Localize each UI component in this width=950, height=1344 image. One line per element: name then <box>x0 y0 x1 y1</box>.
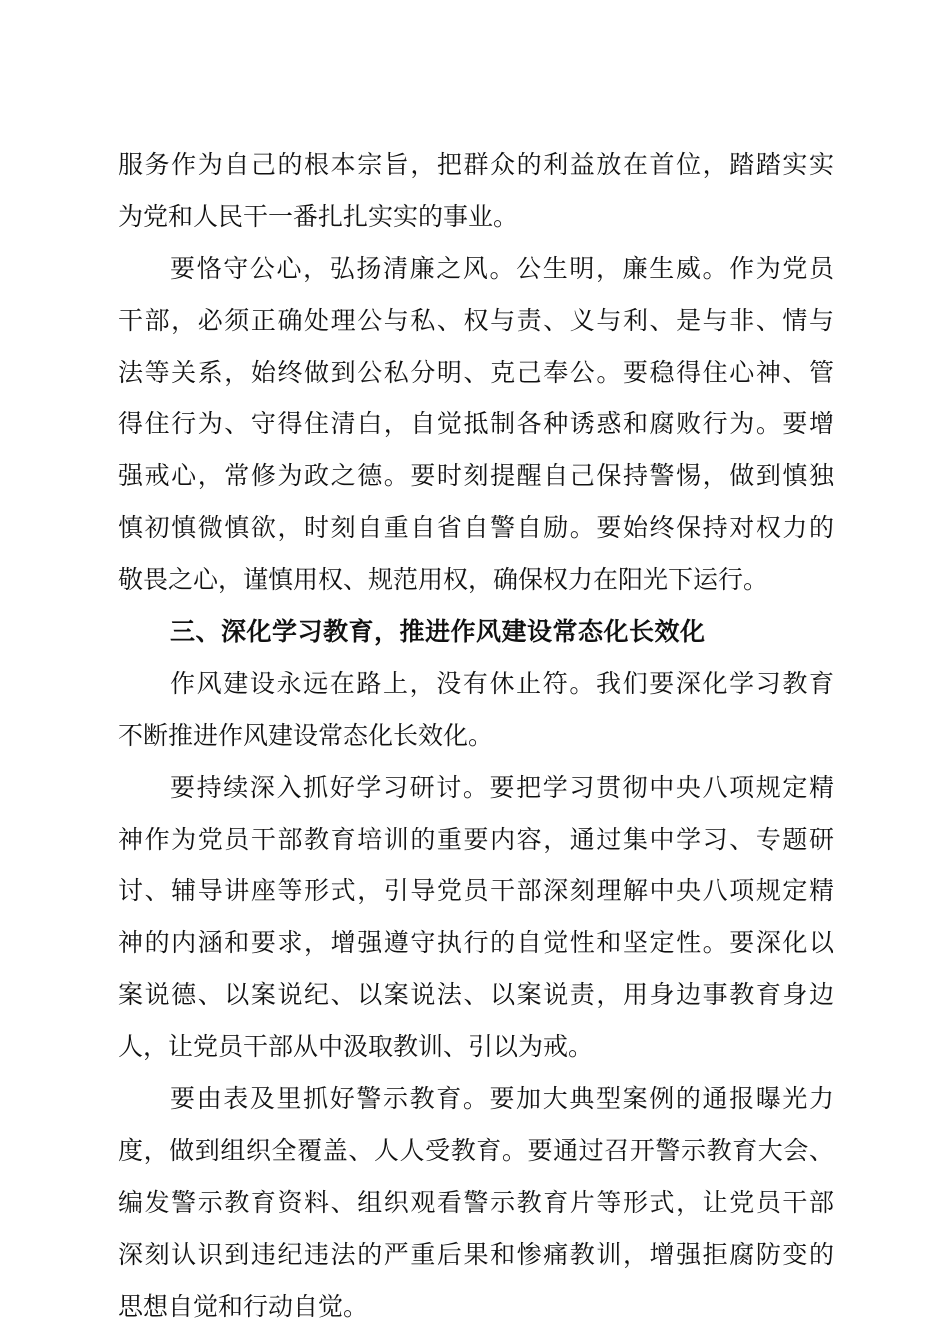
text-line: 深刻认识到违纪违法的严重后果和惨痛教训，增强拒腐防变的 <box>118 1239 834 1269</box>
text-line: 神作为党员干部教育培训的重要内容，通过集中学习、专题研 <box>118 824 834 854</box>
text-line: 干部，必须正确处理公与私、权与责、义与利、是与非、情与 <box>118 305 834 335</box>
text-line: 思想自觉和行动自觉。 <box>118 1291 369 1321</box>
text-line: 服务作为自己的根本宗旨，把群众的利益放在首位，踏踏实实 <box>118 150 834 179</box>
text-line: 不断推进作风建设常态化长效化。 <box>118 720 494 750</box>
text-line: 神的内涵和要求，增强遵守执行的自觉性和坚定性。要深化以 <box>118 928 834 958</box>
text-line: 强戒心，常修为政之德。要时刻提醒自己保持警惕，做到慎独 <box>118 461 834 491</box>
text-line: 讨、辅导讲座等形式，引导党员干部深刻理解中央八项规定精 <box>118 876 834 906</box>
text-line: 要由表及里抓好警示教育。要加大典型案例的通报曝光力 <box>170 1084 834 1114</box>
document-body <box>118 139 834 1332</box>
text-line: 得住行为、守得住清白，自觉抵制各种诱惑和腐败行为。要增 <box>118 409 834 439</box>
text-line: 要恪守公心，弘扬清廉之风。公生明，廉生威。作为党员 <box>170 253 834 283</box>
text-line: 人，让党员干部从中汲取教训、引以为戒。 <box>118 1032 594 1062</box>
text-line: 度，做到组织全覆盖、人人受教育。要通过召开警示教育大会、 <box>118 1135 834 1165</box>
text-line: 敬畏之心，谨慎用权、规范用权，确保权力在阳光下运行。 <box>118 565 769 595</box>
text-line: 案说德、以案说纪、以案说法、以案说责，用身边事教育身边 <box>118 980 834 1010</box>
section-heading: 三、深化学习教育，推进作风建设常态化长效化 <box>170 617 706 647</box>
text-line: 编发警示教育资料、组织观看警示教育片等形式，让党员干部 <box>118 1187 834 1217</box>
text-line: 作风建设永远在路上，没有休止符。我们要深化学习教育 <box>170 668 834 698</box>
text-line: 法等关系，始终做到公私分明、克己奉公。要稳得住心神、管 <box>118 357 834 387</box>
text-line: 要持续深入抓好学习研讨。要把学习贯彻中央八项规定精 <box>170 772 834 802</box>
text-line: 慎初慎微慎欲，时刻自重自省自警自励。要始终保持对权力的 <box>118 513 834 543</box>
text-line: 为党和人民干一番扎扎实实的事业。 <box>118 201 519 231</box>
